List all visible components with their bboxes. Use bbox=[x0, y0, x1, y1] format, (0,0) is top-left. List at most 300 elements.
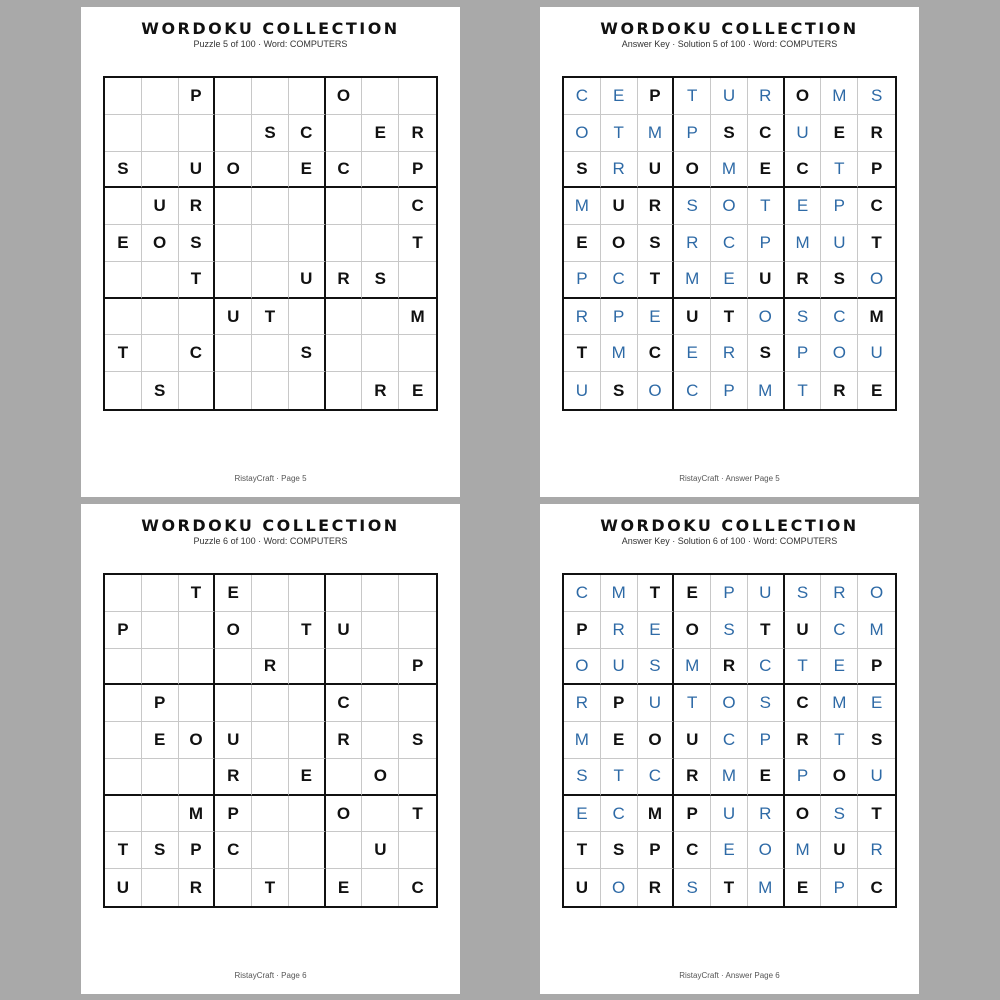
grid-cell: O bbox=[858, 262, 895, 299]
grid-cell bbox=[252, 78, 289, 115]
grid-cell: C bbox=[821, 299, 858, 336]
grid-cell: T bbox=[638, 575, 675, 612]
grid-cell bbox=[179, 759, 216, 796]
grid-cell bbox=[289, 188, 326, 225]
grid-cell bbox=[105, 188, 142, 225]
grid-cell: R bbox=[564, 685, 601, 722]
grid-cell bbox=[142, 152, 179, 189]
grid-cell: T bbox=[252, 869, 289, 906]
grid-cell: C bbox=[289, 115, 326, 152]
grid-cell bbox=[399, 612, 436, 649]
grid-cell: O bbox=[638, 722, 675, 759]
grid-cell bbox=[362, 225, 399, 262]
grid-cell bbox=[326, 832, 363, 869]
grid-cell: T bbox=[711, 299, 748, 336]
grid-cell: C bbox=[179, 335, 216, 372]
grid-cell bbox=[179, 649, 216, 686]
grid-cell bbox=[326, 115, 363, 152]
grid-cell: T bbox=[748, 188, 785, 225]
grid-cell: P bbox=[179, 78, 216, 115]
grid-cell bbox=[326, 225, 363, 262]
grid-cell: P bbox=[142, 685, 179, 722]
grid-cell: U bbox=[326, 612, 363, 649]
grid-cell: R bbox=[326, 262, 363, 299]
grid-cell: T bbox=[711, 869, 748, 906]
grid-cell bbox=[326, 575, 363, 612]
grid-cell: O bbox=[821, 759, 858, 796]
page-title: WORDOKU COLLECTION bbox=[600, 19, 859, 38]
grid-cell: C bbox=[748, 649, 785, 686]
grid-cell: E bbox=[821, 649, 858, 686]
grid-cell: T bbox=[399, 796, 436, 833]
grid-cell bbox=[326, 299, 363, 336]
grid-cell bbox=[215, 78, 252, 115]
grid-cell: T bbox=[638, 262, 675, 299]
grid-cell: E bbox=[289, 152, 326, 189]
grid-cell bbox=[215, 188, 252, 225]
grid-cell: O bbox=[215, 612, 252, 649]
grid-cell: O bbox=[564, 649, 601, 686]
grid-cell: R bbox=[399, 115, 436, 152]
grid-cell: P bbox=[638, 78, 675, 115]
grid-cell: C bbox=[326, 685, 363, 722]
grid-cell: U bbox=[289, 262, 326, 299]
grid-cell bbox=[289, 372, 326, 409]
grid-cell: E bbox=[638, 612, 675, 649]
grid-cell: T bbox=[105, 335, 142, 372]
grid-cell: P bbox=[564, 262, 601, 299]
grid-cell bbox=[289, 722, 326, 759]
grid-cell: O bbox=[821, 335, 858, 372]
grid-cell: S bbox=[289, 335, 326, 372]
grid-cell: M bbox=[711, 152, 748, 189]
grid-cell: C bbox=[870, 877, 883, 897]
grid-cell: E bbox=[105, 225, 142, 262]
grid-cell: R bbox=[748, 78, 785, 115]
grid-cell: M bbox=[601, 335, 638, 372]
grid-cell: T bbox=[601, 115, 638, 152]
grid-cell: P bbox=[215, 796, 252, 833]
grid-cell: P bbox=[399, 152, 436, 189]
grid-cell: S bbox=[638, 225, 675, 262]
grid-cell: S bbox=[748, 335, 785, 372]
grid-cell: O bbox=[638, 372, 675, 409]
grid-cell: C bbox=[821, 612, 858, 649]
grid-cell: R bbox=[638, 188, 675, 225]
grid-cell bbox=[215, 115, 252, 152]
grid-cell bbox=[399, 262, 436, 299]
grid-cell: E bbox=[785, 188, 822, 225]
grid-cell: U bbox=[105, 869, 142, 906]
grid-cell bbox=[289, 832, 326, 869]
grid-cell: E bbox=[711, 832, 748, 869]
page-footer: RistayCraft · Page 6 bbox=[234, 971, 307, 980]
grid-cell: R bbox=[362, 372, 399, 409]
grid-cell: P bbox=[564, 612, 601, 649]
grid-cell: R bbox=[601, 152, 638, 189]
grid-cell bbox=[399, 78, 436, 115]
grid-cell: R bbox=[601, 612, 638, 649]
grid-cell: E bbox=[674, 335, 711, 372]
grid-cell: E bbox=[748, 759, 785, 796]
grid-cell bbox=[289, 869, 326, 906]
grid-cell bbox=[399, 335, 436, 372]
grid-cell: P bbox=[821, 869, 858, 906]
grid-cell bbox=[289, 299, 326, 336]
grid-cell bbox=[105, 759, 142, 796]
grid-cell: R bbox=[748, 796, 785, 833]
grid-cell: E bbox=[411, 380, 424, 400]
grid-cell: S bbox=[105, 152, 142, 189]
grid-cell: M bbox=[638, 796, 675, 833]
grid-cell: R bbox=[564, 299, 601, 336]
grid-cell: U bbox=[215, 722, 252, 759]
page-subtitle: Puzzle 6 of 100 · Word: COMPUTERS bbox=[193, 536, 348, 546]
grid-cell: R bbox=[215, 759, 252, 796]
grid-cell bbox=[362, 649, 399, 686]
grid-cell: E bbox=[711, 262, 748, 299]
grid-cell: T bbox=[564, 335, 601, 372]
grid-cell: S bbox=[362, 262, 399, 299]
grid-cell: R bbox=[674, 759, 711, 796]
grid-cell: T bbox=[821, 152, 858, 189]
grid-cell: E bbox=[601, 722, 638, 759]
grid-cell: M bbox=[638, 115, 675, 152]
grid-cell bbox=[142, 115, 179, 152]
grid-cell bbox=[252, 575, 289, 612]
grid-cell: S bbox=[711, 612, 748, 649]
grid-cell: P bbox=[785, 335, 822, 372]
grid-cell: E bbox=[858, 685, 895, 722]
grid-cell: U bbox=[179, 152, 216, 189]
grid-cell: M bbox=[564, 722, 601, 759]
grid-cell: C bbox=[711, 722, 748, 759]
grid-cell: P bbox=[821, 188, 858, 225]
grid-cell: C bbox=[711, 225, 748, 262]
grid-cell: T bbox=[601, 759, 638, 796]
page-subtitle: Puzzle 5 of 100 · Word: COMPUTERS bbox=[193, 39, 348, 49]
grid-cell bbox=[179, 685, 216, 722]
grid-cell: O bbox=[674, 152, 711, 189]
grid-cell: R bbox=[179, 188, 216, 225]
grid-cell bbox=[362, 575, 399, 612]
grid-cell: U bbox=[785, 115, 822, 152]
page-title: WORDOKU COLLECTION bbox=[141, 516, 400, 535]
grid-cell: P bbox=[601, 299, 638, 336]
grid-cell: E bbox=[870, 380, 883, 400]
wordoku-grid bbox=[103, 573, 438, 908]
grid-cell bbox=[252, 685, 289, 722]
grid-cell: P bbox=[105, 612, 142, 649]
grid-cell: E bbox=[326, 869, 363, 906]
grid-cell: R bbox=[821, 372, 858, 409]
grid-cell: U bbox=[748, 575, 785, 612]
grid-cell: P bbox=[785, 759, 822, 796]
grid-cell: T bbox=[821, 722, 858, 759]
grid-cell bbox=[289, 649, 326, 686]
grid-cell: R bbox=[711, 649, 748, 686]
grid-cell: O bbox=[564, 115, 601, 152]
grid-cell: E bbox=[142, 722, 179, 759]
grid-cell bbox=[289, 796, 326, 833]
grid-cell: E bbox=[289, 759, 326, 796]
grid-cell: P bbox=[399, 649, 436, 686]
grid-cell bbox=[289, 78, 326, 115]
grid-cell: R bbox=[674, 225, 711, 262]
grid-cell: U bbox=[142, 188, 179, 225]
grid-cell: U bbox=[638, 685, 675, 722]
grid-cell: C bbox=[601, 262, 638, 299]
grid-cell: O bbox=[362, 759, 399, 796]
grid-cell: U bbox=[858, 759, 895, 796]
grid-cell: O bbox=[748, 832, 785, 869]
grid-cell bbox=[105, 299, 142, 336]
grid-cell: M bbox=[821, 685, 858, 722]
grid-cell bbox=[326, 649, 363, 686]
page-title: WORDOKU COLLECTION bbox=[600, 516, 859, 535]
grid-cell bbox=[252, 225, 289, 262]
grid-cell: U bbox=[601, 188, 638, 225]
grid-cell bbox=[362, 188, 399, 225]
grid-cell: O bbox=[326, 78, 363, 115]
grid-cell: O bbox=[326, 796, 363, 833]
grid-cell: O bbox=[748, 299, 785, 336]
grid-cell bbox=[252, 759, 289, 796]
grid-cell bbox=[105, 649, 142, 686]
grid-cell: E bbox=[785, 869, 822, 906]
grid-cell: E bbox=[638, 299, 675, 336]
grid-cell: U bbox=[711, 796, 748, 833]
grid-cell bbox=[142, 759, 179, 796]
grid-cell bbox=[142, 299, 179, 336]
grid-cell: C bbox=[674, 832, 711, 869]
grid-cell: E bbox=[601, 78, 638, 115]
grid-cell: M bbox=[674, 262, 711, 299]
grid-cell: C bbox=[411, 877, 424, 897]
grid-cell: S bbox=[674, 869, 711, 906]
grid-cell bbox=[105, 685, 142, 722]
grid-cell: P bbox=[674, 796, 711, 833]
grid-cell bbox=[252, 796, 289, 833]
grid-cell: S bbox=[858, 78, 895, 115]
page-footer: RistayCraft · Page 5 bbox=[234, 474, 307, 483]
grid-cell: U bbox=[821, 832, 858, 869]
grid-cell: R bbox=[252, 649, 289, 686]
grid-cell bbox=[399, 759, 436, 796]
grid-cell bbox=[289, 225, 326, 262]
grid-cell: C bbox=[674, 372, 711, 409]
grid-cell bbox=[252, 335, 289, 372]
grid-cell: T bbox=[785, 372, 822, 409]
grid-cell bbox=[105, 262, 142, 299]
grid-cell: U bbox=[858, 335, 895, 372]
grid-cell bbox=[142, 796, 179, 833]
grid-cell: C bbox=[785, 685, 822, 722]
grid-cell: T bbox=[858, 225, 895, 262]
grid-cell: C bbox=[785, 152, 822, 189]
grid-cell bbox=[362, 869, 399, 906]
grid-cell: M bbox=[601, 575, 638, 612]
grid-cell bbox=[252, 612, 289, 649]
grid-cell: U bbox=[711, 78, 748, 115]
grid-cell: P bbox=[601, 685, 638, 722]
grid-cell: T bbox=[674, 78, 711, 115]
grid-cell: S bbox=[142, 372, 179, 409]
wordoku-answer-grid bbox=[562, 76, 897, 411]
grid-cell: P bbox=[748, 722, 785, 759]
grid-cell: U bbox=[674, 299, 711, 336]
grid-cell bbox=[289, 575, 326, 612]
grid-cell bbox=[326, 188, 363, 225]
grid-cell: S bbox=[711, 115, 748, 152]
grid-cell: O bbox=[711, 188, 748, 225]
grid-cell: E bbox=[564, 796, 601, 833]
grid-cell: O bbox=[601, 869, 638, 906]
page-footer: RistayCraft · Answer Page 5 bbox=[679, 474, 780, 483]
grid-cell: R bbox=[821, 575, 858, 612]
page-title: WORDOKU COLLECTION bbox=[141, 19, 400, 38]
grid-cell: C bbox=[564, 78, 601, 115]
grid-cell: T bbox=[289, 612, 326, 649]
grid-cell: T bbox=[858, 796, 895, 833]
grid-cell: T bbox=[252, 299, 289, 336]
grid-cell: P bbox=[638, 832, 675, 869]
grid-cell: S bbox=[142, 832, 179, 869]
grid-cell: C bbox=[326, 152, 363, 189]
grid-cell: T bbox=[748, 612, 785, 649]
grid-cell bbox=[142, 262, 179, 299]
grid-cell bbox=[105, 796, 142, 833]
grid-cell: O bbox=[858, 575, 895, 612]
grid-cell bbox=[215, 262, 252, 299]
grid-cell: M bbox=[748, 869, 785, 906]
grid-cell: R bbox=[638, 869, 675, 906]
grid-cell: E bbox=[674, 575, 711, 612]
answer-page-6 bbox=[540, 504, 919, 994]
grid-cell bbox=[362, 152, 399, 189]
grid-cell: S bbox=[821, 262, 858, 299]
puzzle-page-6 bbox=[81, 504, 460, 994]
grid-cell: S bbox=[785, 299, 822, 336]
grid-cell: S bbox=[601, 832, 638, 869]
grid-cell: M bbox=[179, 796, 216, 833]
grid-cell: E bbox=[564, 225, 601, 262]
grid-cell: R bbox=[785, 262, 822, 299]
grid-cell bbox=[362, 299, 399, 336]
grid-cell: S bbox=[564, 759, 601, 796]
grid-cell: R bbox=[858, 115, 895, 152]
grid-cell: R bbox=[711, 335, 748, 372]
grid-cell: S bbox=[399, 722, 436, 759]
grid-cell bbox=[142, 575, 179, 612]
grid-cell bbox=[252, 262, 289, 299]
grid-cell bbox=[252, 152, 289, 189]
grid-cell: M bbox=[821, 78, 858, 115]
grid-cell: E bbox=[748, 152, 785, 189]
grid-cell: M bbox=[748, 372, 785, 409]
grid-cell: S bbox=[252, 115, 289, 152]
grid-cell bbox=[399, 575, 436, 612]
grid-cell: U bbox=[821, 225, 858, 262]
grid-cell: O bbox=[601, 225, 638, 262]
grid-cell: M bbox=[785, 225, 822, 262]
grid-cell: E bbox=[821, 115, 858, 152]
grid-cell bbox=[105, 115, 142, 152]
grid-cell: U bbox=[564, 869, 601, 906]
grid-cell bbox=[252, 188, 289, 225]
grid-cell bbox=[105, 575, 142, 612]
grid-cell: E bbox=[362, 115, 399, 152]
grid-cell: S bbox=[821, 796, 858, 833]
grid-cell: O bbox=[179, 722, 216, 759]
grid-cell: P bbox=[674, 115, 711, 152]
grid-cell: T bbox=[179, 575, 216, 612]
grid-cell bbox=[362, 78, 399, 115]
grid-cell bbox=[142, 78, 179, 115]
grid-cell: U bbox=[748, 262, 785, 299]
grid-cell: S bbox=[785, 575, 822, 612]
grid-cell bbox=[289, 685, 326, 722]
grid-cell: U bbox=[674, 722, 711, 759]
grid-cell bbox=[362, 685, 399, 722]
grid-cell: C bbox=[215, 832, 252, 869]
grid-cell: C bbox=[601, 796, 638, 833]
grid-cell: O bbox=[142, 225, 179, 262]
grid-cell bbox=[105, 372, 142, 409]
grid-cell: S bbox=[674, 188, 711, 225]
grid-cell: M bbox=[785, 832, 822, 869]
grid-cell bbox=[142, 612, 179, 649]
grid-cell: C bbox=[399, 188, 436, 225]
grid-cell: P bbox=[711, 575, 748, 612]
grid-cell: R bbox=[785, 722, 822, 759]
grid-cell: U bbox=[215, 299, 252, 336]
grid-cell bbox=[215, 869, 252, 906]
grid-cell: O bbox=[785, 796, 822, 833]
grid-cell bbox=[142, 335, 179, 372]
puzzle-page-5 bbox=[81, 7, 460, 497]
grid-cell: R bbox=[326, 722, 363, 759]
grid-cell bbox=[362, 722, 399, 759]
grid-cell bbox=[142, 649, 179, 686]
grid-cell bbox=[215, 372, 252, 409]
grid-cell: O bbox=[215, 152, 252, 189]
grid-cell: T bbox=[105, 832, 142, 869]
grid-cell bbox=[142, 869, 179, 906]
grid-cell: R bbox=[179, 869, 216, 906]
grid-cell: O bbox=[674, 612, 711, 649]
page-footer: RistayCraft · Answer Page 6 bbox=[679, 971, 780, 980]
grid-cell bbox=[326, 759, 363, 796]
page-subtitle: Answer Key · Solution 5 of 100 · Word: COMPUTERS bbox=[621, 39, 838, 49]
grid-cell: O bbox=[785, 78, 822, 115]
grid-cell bbox=[362, 612, 399, 649]
grid-cell: C bbox=[858, 188, 895, 225]
grid-cell bbox=[252, 832, 289, 869]
grid-cell: U bbox=[564, 372, 601, 409]
grid-cell: S bbox=[748, 685, 785, 722]
grid-cell: M bbox=[711, 759, 748, 796]
grid-cell bbox=[215, 649, 252, 686]
grid-cell: T bbox=[785, 649, 822, 686]
grid-cell: T bbox=[674, 685, 711, 722]
grid-cell bbox=[215, 335, 252, 372]
grid-cell bbox=[179, 372, 216, 409]
grid-cell: T bbox=[399, 225, 436, 262]
grid-cell bbox=[399, 832, 436, 869]
page-subtitle: Answer Key · Solution 6 of 100 · Word: COMPUTERS bbox=[621, 536, 838, 546]
grid-cell: U bbox=[785, 612, 822, 649]
